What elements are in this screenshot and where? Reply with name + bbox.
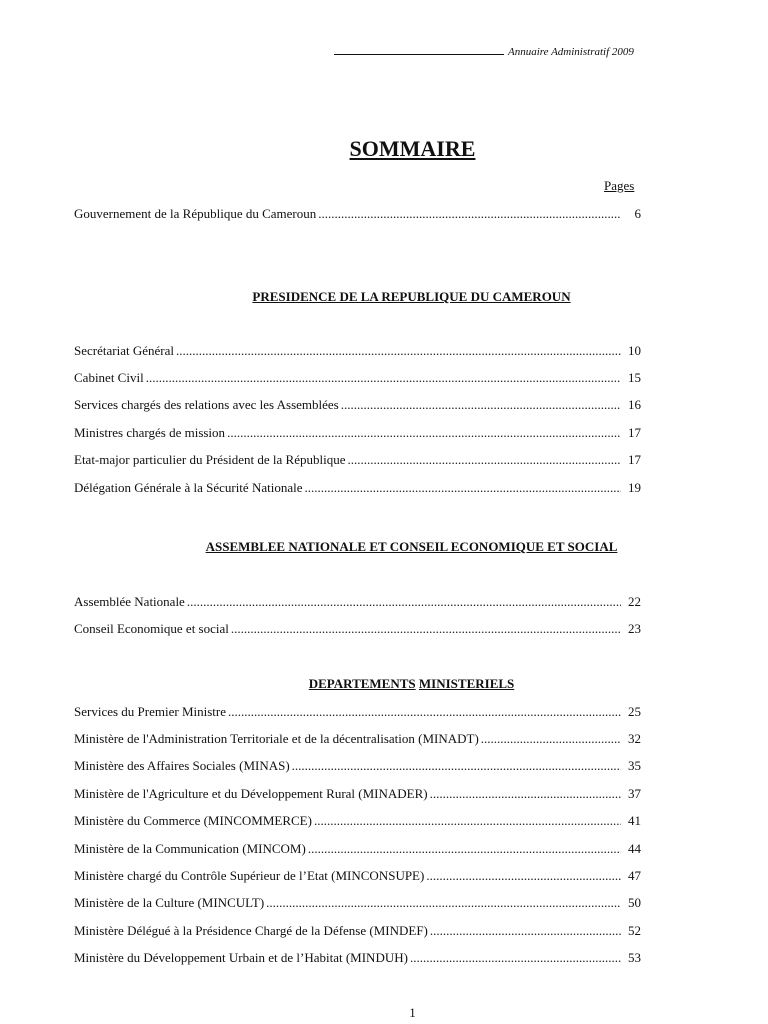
toc-entry-page: 23 (628, 621, 641, 636)
toc-entry (74, 758, 641, 776)
section-heading-text: PRESIDENCE DE LA REPUBLIQUE DU CAMEROUN (252, 289, 571, 304)
section-heading-text: ASSEMBLEE NATIONALE ET CONSEIL ECONOMIQUE ET SOCIAL (205, 539, 618, 554)
section-heading-departements (74, 676, 749, 692)
toc-leader-dots (187, 594, 621, 610)
toc-entry-label: Ministère de la Culture (MINCULT) (74, 895, 265, 910)
toc-entry-page: 17 (628, 425, 641, 440)
toc-entry-label: Ministère Délégué à la Présidence Chargé de la Défense (MINDEF) (74, 923, 428, 938)
toc-entry (74, 868, 641, 886)
toc-leader-dots (410, 950, 621, 966)
running-header (334, 45, 660, 58)
page-title: SOMMAIRE (349, 136, 476, 161)
toc-entry-label: Assemblée Nationale (74, 594, 185, 609)
toc-leader-dots (481, 731, 621, 747)
toc-leader-dots (318, 206, 621, 222)
toc-leader-dots (314, 813, 621, 829)
toc-entry-page: 17 (628, 452, 641, 467)
toc-entry-page: 25 (628, 704, 641, 719)
section-heading-text-part1: DEPARTEMENTS (308, 676, 416, 691)
toc-entry (74, 704, 641, 722)
toc-leader-dots (231, 621, 621, 637)
toc-leader-dots (266, 895, 621, 911)
toc-entry (74, 841, 641, 859)
toc-entry-label: Ministère du Commerce (MINCOMMERCE) (74, 813, 312, 828)
toc-entry-label: Ministère du Développement Urbain et de l’Habitat (MINDUH) (74, 950, 408, 965)
toc-entry-label: Secrétariat Général (74, 343, 174, 358)
toc-entry (74, 425, 641, 443)
toc-leader-dots (430, 923, 621, 939)
toc-leader-dots (146, 370, 621, 386)
toc-leader-dots (304, 480, 621, 496)
toc-entry-page: 22 (628, 594, 641, 609)
toc-entry-page: 32 (628, 731, 641, 746)
toc-leader-dots (308, 841, 621, 857)
header-title: Annuaire Administratif 2009 (508, 46, 634, 58)
toc-entry-page: 37 (628, 786, 641, 801)
toc-entry (74, 397, 641, 415)
toc-entry-gouvernement (74, 206, 641, 224)
toc-entry (74, 813, 641, 831)
toc-entry-label: Ministère de l'Agriculture et du Développement Rural (MINADER) (74, 786, 428, 801)
toc-entry-label: Délégation Générale à la Sécurité Nationale (74, 480, 303, 495)
toc-leader-dots (430, 786, 621, 802)
toc-entry-label: Conseil Economique et social (74, 621, 229, 636)
toc-leader-dots (341, 397, 621, 413)
toc-leader-dots (176, 343, 621, 359)
toc-entry-page: 6 (634, 206, 641, 221)
toc-entry-label: Services chargés des relations avec les Assemblées (74, 397, 339, 412)
section-heading-presidence (74, 289, 749, 305)
toc-entry-page: 52 (628, 923, 641, 938)
toc-entry-page: 35 (628, 758, 641, 773)
toc-entry-page: 44 (628, 841, 641, 856)
toc-entry (74, 923, 641, 941)
toc-entry-label: Ministère de l'Administration Territoriale et de la décentralisation (MINADT) (74, 731, 479, 746)
toc-entry (74, 452, 641, 470)
toc-entry (74, 480, 641, 498)
toc-entry-page: 41 (628, 813, 641, 828)
toc-leader-dots (347, 452, 621, 468)
toc-entry-page: 47 (628, 868, 641, 883)
toc-leader-dots (426, 868, 621, 884)
toc-entry-page: 10 (628, 343, 641, 358)
section-heading-text-part2: MINISTERIELS (418, 676, 515, 691)
toc-entry (74, 731, 641, 749)
toc-entry-label: Cabinet Civil (74, 370, 144, 385)
pages-column-label: Pages (604, 178, 635, 193)
toc-entry-page: 53 (628, 950, 641, 965)
toc-entry-label: Gouvernement de la République du Cameroun (74, 206, 317, 221)
toc-entry-label: Ministère de la Communication (MINCOM) (74, 841, 306, 856)
section-heading-assemblee (74, 539, 749, 555)
toc-entry (74, 594, 641, 612)
toc-entry-label: Etat-major particulier du Président de la République (74, 452, 346, 467)
toc-leader-dots (227, 425, 621, 441)
toc-entry-label: Services du Premier Ministre (74, 704, 226, 719)
toc-entry-label: Ministres chargés de mission (74, 425, 226, 440)
toc-leader-dots (292, 758, 621, 774)
toc-entry (74, 786, 641, 804)
toc-entry-label: Ministère des Affaires Sociales (MINAS) (74, 758, 290, 773)
toc-entry (74, 343, 641, 361)
toc-entry-page: 16 (628, 397, 641, 412)
header-rule (334, 45, 504, 55)
toc-entry (74, 950, 641, 968)
toc-leader-dots (228, 704, 621, 720)
toc-entry (74, 895, 641, 913)
toc-entry-page: 50 (628, 895, 641, 910)
toc-entry-page: 15 (628, 370, 641, 385)
toc-entry-label: Ministère chargé du Contrôle Supérieur de l’Etat (MINCONSUPE) (74, 868, 425, 883)
toc-entry-page: 19 (628, 480, 641, 495)
toc-entry (74, 370, 641, 388)
page-number: 1 (409, 1005, 416, 1020)
toc-entry (74, 621, 641, 639)
